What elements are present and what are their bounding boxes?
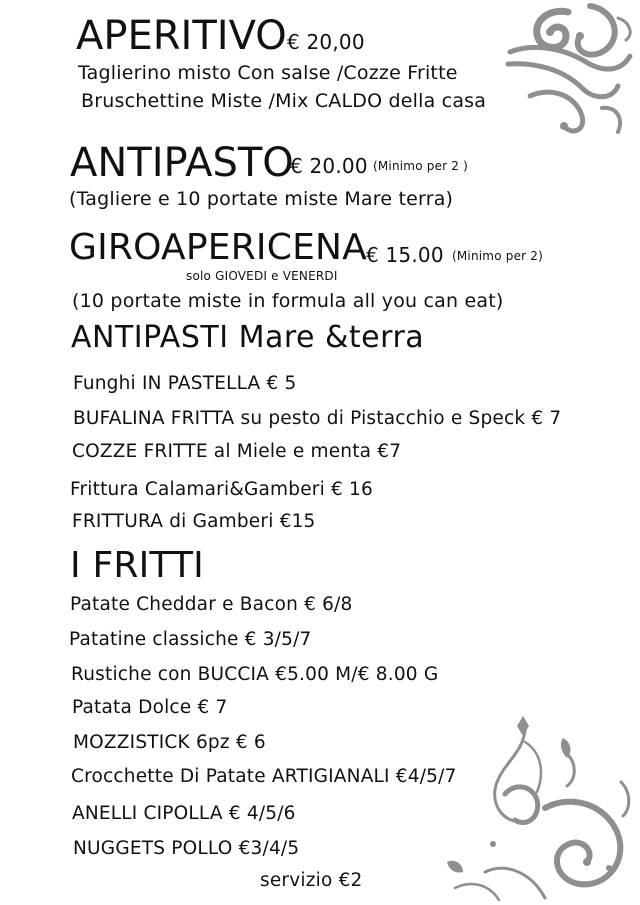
giroapericena-title: GIROAPERICENA bbox=[69, 227, 367, 268]
antipasto-note: (Minimo per 2 ) bbox=[373, 159, 469, 173]
antipasti-item: FRITTURA di Gamberi €15 bbox=[72, 511, 316, 532]
fritti-item: Patatine classiche € 3/5/7 bbox=[69, 629, 312, 650]
giroapericena-days: solo GIOVEDI e VENERDI bbox=[186, 269, 338, 283]
antipasto-title: ANTIPASTO bbox=[70, 140, 294, 186]
giroapericena-note: (Minimo per 2) bbox=[452, 249, 544, 263]
antipasto-price: € 20.00 bbox=[290, 154, 368, 178]
service-charge: servizio €2 bbox=[260, 870, 363, 891]
aperitivo-line-2: Bruschettine Miste /Mix CALDO della casa bbox=[81, 90, 487, 112]
antipasto-desc: (Tagliere e 10 portate miste Mare terra) bbox=[69, 188, 454, 210]
antipasti-item: COZZE FRITTE al Miele e menta €7 bbox=[72, 441, 402, 462]
giroapericena-price: € 15.00 bbox=[366, 243, 444, 267]
antipasti-item: Funghi IN PASTELLA € 5 bbox=[73, 373, 297, 394]
aperitivo-line-1: Taglierino misto Con salse /Cozze Fritte bbox=[78, 62, 458, 84]
floral-ornament-icon bbox=[445, 712, 640, 905]
fritti-item: Patate Cheddar e Bacon € 6/8 bbox=[70, 594, 353, 615]
antipasti-item: Frittura Calamari&Gamberi € 16 bbox=[70, 479, 373, 500]
aperitivo-title: APERITIVO bbox=[76, 13, 287, 59]
aperitivo-price: € 20,00 bbox=[287, 30, 365, 54]
antipasti-item: BUFALINA FRITTA su pesto di Pistacchio e Speck € 7 bbox=[73, 408, 562, 429]
fritti-item: NUGGETS POLLO €3/4/5 bbox=[73, 838, 300, 859]
fritti-item: Patata Dolce € 7 bbox=[72, 697, 228, 718]
antipasti-section-title: ANTIPASTI Mare &terra bbox=[71, 320, 425, 355]
fritti-section-title: I FRITTI bbox=[70, 545, 204, 586]
giroapericena-desc: (10 portate miste in formula all you can eat) bbox=[72, 290, 504, 312]
fritti-item: Crocchette Di Patate ARTIGIANALI €4/5/7 bbox=[71, 766, 457, 787]
swirl-ornament-icon bbox=[490, 0, 640, 140]
fritti-item: ANELLI CIPOLLA € 4/5/6 bbox=[72, 803, 296, 824]
fritti-item: Rustiche con BUCCIA €5.00 M/€ 8.00 G bbox=[71, 664, 439, 685]
fritti-item: MOZZISTICK 6pz € 6 bbox=[73, 732, 266, 753]
